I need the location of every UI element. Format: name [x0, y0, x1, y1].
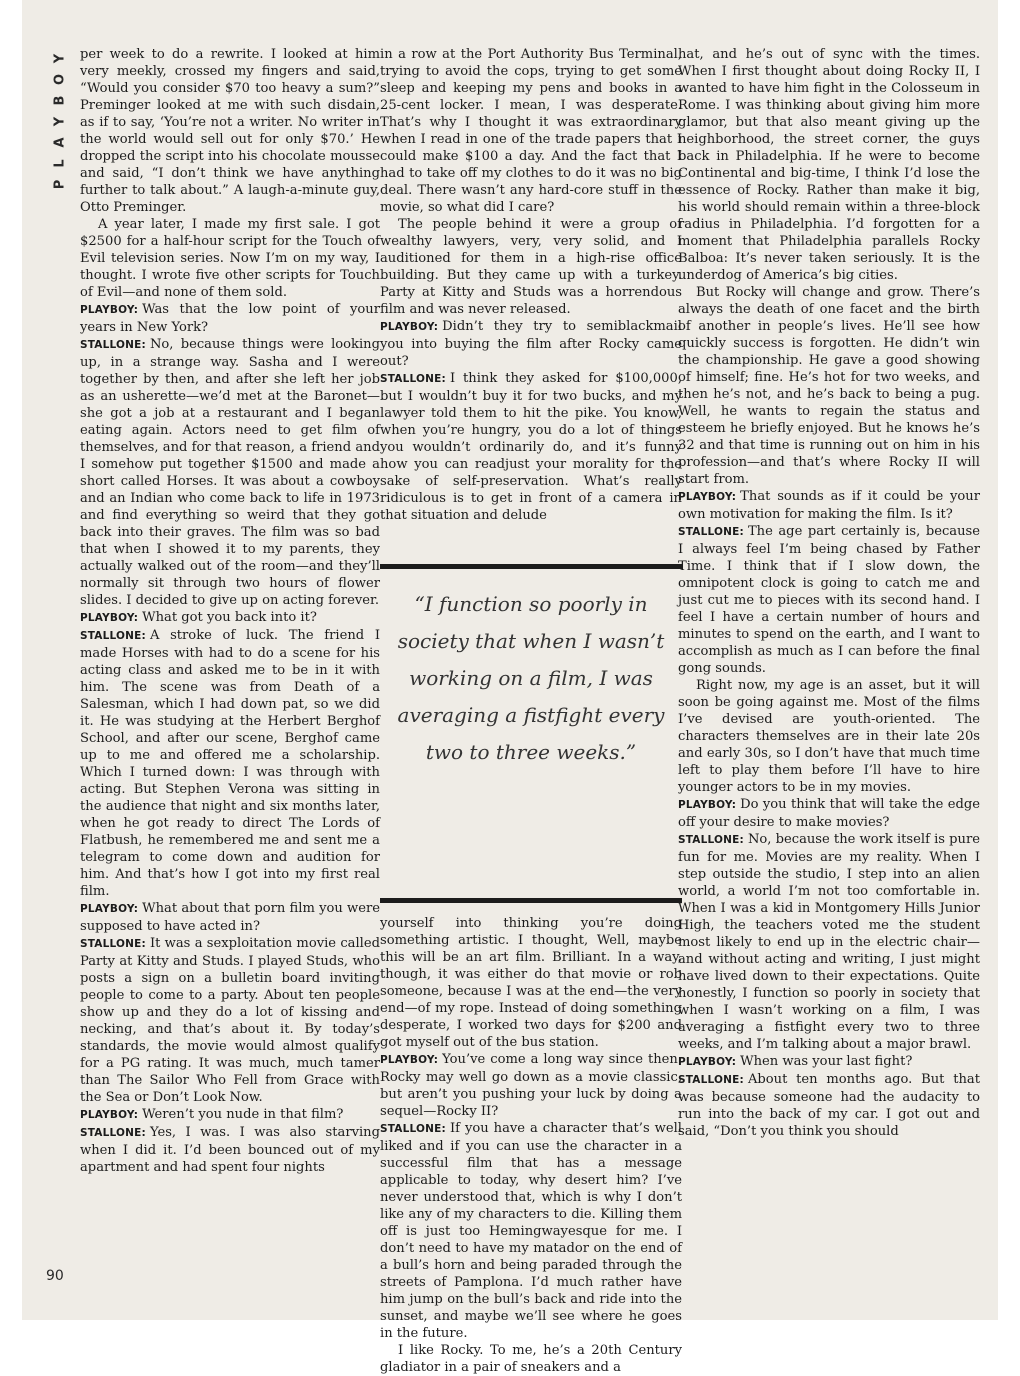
magazine-page	[22, 0, 998, 1375]
paragraph	[80, 1106, 380, 1124]
paragraph	[380, 915, 682, 1051]
page-number: 90	[46, 1268, 64, 1284]
paragraph	[678, 523, 980, 677]
paragraph	[80, 935, 380, 1106]
paragraph	[80, 336, 380, 609]
speaker-label-playboy: PLAYBOY:	[380, 1054, 439, 1066]
paragraph	[678, 284, 980, 488]
speaker-label-playboy: PLAYBOY:	[678, 1056, 737, 1068]
text-column-2-top	[380, 46, 682, 524]
paragraph-text: If you have a character that’s well liked and if you can use the character in a successful film that has a message applicable to today, why desert him? I’ve never understood that, which is why I don’t like any of my characters to die. Killing them off is just too Hemingwayesque for me. I don’t need to have my matador on the end of a bull’s horn and being paraded through the streets of Pamplona. I’d much rather have him jump on the bull’s back and ride into the sunset, and maybe we’ll see where he goes in the future.	[380, 1121, 682, 1341]
paragraph	[80, 627, 380, 900]
paragraph-text: per week to do a rewrite. I looked at him very meekly, crossed my fingers and said, “Would you consider $70 too heavy a sum?” Preminger looked at me with such disdain, as if to say, ‘You’re not a writer. No writer in the world would sell out for only $70.’ He dropped the script into his chocolate mousse and said, “I don’t think we have anything further to talk about.” A laugh-a-minute guy, Otto Preminger.	[80, 47, 380, 215]
paragraph	[80, 900, 380, 935]
paragraph	[678, 1053, 980, 1071]
paragraph-text: Do you think that will take the edge off your desire to make movies?	[678, 797, 980, 830]
paragraph-text: A stroke of luck. The friend I made Horses with had to do a scene for his acting class and asked me to be in it with him. The scene was from Death of a Salesman, which I had down pat, so we did it. He was studying at the Herbert Berghof School, and after our scene, Berghof came up to me and offered me a scholarship. Which I turned down: I was through with acting. But Stephen Verona was sitting in the audience that night and six months later, when he got ready to direct The Lords of Flatbush, he remembered me and sent me a telegram to come down and audition for him. And that’s how I got into my first real film.	[80, 628, 380, 899]
speaker-label-playboy: PLAYBOY:	[80, 903, 139, 915]
paragraph	[80, 46, 380, 216]
paragraph	[380, 1051, 682, 1120]
paragraph-text: yourself into thinking you’re doing something artistic. I thought, Well, maybe this will be an art film. Brilliant. In a way, though, it was either do that movie or rob someone, because I was at the end—the very end—of my rope. Instead of doing something desperate, I worked two days for $200 and got myself out of the bus station.	[380, 916, 682, 1050]
speaker-label-stallone: STALLONE:	[678, 526, 744, 538]
speaker-label-playboy: PLAYBOY:	[80, 304, 139, 316]
paragraph-text: When was your last fight?	[740, 1054, 913, 1069]
paragraph	[678, 831, 980, 1053]
paragraph-text: About ten months ago. But that was because someone had the audacity to run into the back of my car. I got out and said, “Don’t you think you should	[678, 1072, 980, 1139]
speaker-label-playboy: PLAYBOY:	[678, 491, 737, 503]
paragraph-text: What got you back into it?	[142, 610, 317, 625]
paragraph-text: That sounds as if it could be your own motivation for making the film. Is it?	[678, 489, 980, 522]
paragraph	[678, 677, 980, 796]
paragraph-text: Yes, I was. I was also starving when I did it. I’d been bounced out of my apartment and had spent four nights	[80, 1125, 380, 1175]
text-column-2-bottom	[380, 915, 682, 1376]
pull-quote-top-rule	[380, 564, 682, 569]
magazine-masthead: P L A Y B O Y	[52, 53, 68, 190]
speaker-label-stallone: STALLONE:	[380, 1123, 446, 1135]
speaker-label-stallone: STALLONE:	[678, 1074, 744, 1086]
paragraph-text: A year later, I made my first sale. I got $2500 for a half-hour script for the Touch of Evil television series. Now I’m on my way, I thought. I wrote five other scripts for Touch of Evil—and none of them sold.	[80, 217, 380, 300]
speaker-label-stallone: STALLONE:	[380, 373, 446, 385]
paragraph-text: Right now, my age is an asset, but it will soon be going against me. Most of the films I’ve devised are youth-oriented. The characters themselves are in their late 20s and early 30s, so I don’t have that much time left to play them before I’ll have to hire younger actors to be in my movies.	[678, 678, 980, 795]
paragraph-text: Weren’t you nude in that film?	[142, 1107, 344, 1122]
paragraph	[380, 370, 682, 524]
paragraph-text: I like Rocky. To me, he’s a 20th Century gladiator in a pair of sneakers and a	[380, 1343, 682, 1375]
paragraph-text: hat, and he’s out of sync with the times. When I first thought about doing Rocky II, I wanted to have him fight in the Colosseum in Rome. I was thinking about giving him more glamor, but that also meant giving up the neighborhood, the street corner, the guys back in Philadelphia. If he were to become Continental and big-time, I think I’d lose the essence of Rocky. Rather than make it big, his world should remain within a three-block radius in Philadelphia. I’d forgotten for a moment that Philadelphia parallels Rocky Balboa: It’s never taken seriously. It is the underdog of America’s big cities.	[678, 47, 980, 283]
paragraph-text: Didn’t they try to semiblackmail you into buying the film after Rocky came out?	[380, 319, 682, 369]
paragraph	[80, 1124, 380, 1176]
speaker-label-playboy: PLAYBOY:	[380, 321, 439, 333]
paragraph-text: What about that porn film you were supposed to have acted in?	[80, 901, 380, 934]
speaker-label-playboy: PLAYBOY:	[80, 1109, 139, 1121]
paragraph-text: The people behind it were a group of wealthy lawyers, very, very solid, and I auditioned for them in a high-rise office building. But they came up with a turkey. Party at Kitty and Studs was a horrendous film and was never released.	[380, 217, 682, 317]
paragraph	[678, 488, 980, 523]
paragraph	[678, 46, 980, 284]
speaker-label-stallone: STALLONE:	[80, 1127, 146, 1139]
paragraph	[380, 318, 682, 370]
speaker-label-playboy: PLAYBOY:	[678, 799, 737, 811]
paragraph-text: The age part certainly is, because I always feel I’m being chased by Father Time. I think that if I slow down, the omnipotent clock is going to catch me and just cut me to pieces with its second hand. I feel I have a certain number of hours and minutes to spend on the earth, and I want to accomplish as much as I can before the final gong sounds.	[678, 524, 980, 676]
pull-quote-box	[380, 564, 682, 904]
paragraph-text: No, because the work itself is pure fun for me. Movies are my reality. When I step outside the studio, I step into an alien world, a world I’m not too comfortable in. When I was a kid in Montgomery Hills Junior High, the teachers voted me the student most likely to end up in the electric chair—and without acting and writing, I just might have lived down to their expectations. Quite honestly, I function so poorly in society that when I wasn’t working on a film, I was averaging a fistfight every two to three weeks, and I’m talking about a major brawl.	[678, 832, 980, 1052]
paragraph-text: It was a sexploitation movie called Party at Kitty and Studs. I played Studs, who posts a sign on a bulletin board inviting people to come to a party. About ten people show up and they do a lot of kissing and necking, and that’s about it. By today’s standards, the movie would almost qualify for a PG rating. It was much, much tamer than The Sailor Who Fell from Grace with the Sea or Don’t Look Now.	[80, 936, 380, 1105]
text-column-1	[80, 46, 380, 1176]
speaker-label-playboy: PLAYBOY:	[80, 612, 139, 624]
paragraph-text: But Rocky will change and grow. There’s always the death of one facet and the birth of another in people’s lives. He’ll see how quickly success is forgotten. He didn’t win the championship. He gave a good showing of himself; fine. He’s hot for two weeks, and then he’s not, and he’s back to being a pug. Well, he wants to regain the status and esteem he briefly enjoyed. But he knows he’s 32 and that time is running out on him in his profession—and that’s where Rocky II will start from.	[678, 285, 980, 487]
paragraph	[678, 796, 980, 831]
paragraph	[380, 1120, 682, 1342]
paragraph-text: You’ve come a long way since then. Rocky may well go down as a movie classic, but aren’t you pushing your luck by doing a sequel—Rocky II?	[380, 1052, 682, 1119]
pull-quote-bottom-rule	[380, 898, 682, 903]
paragraph-text: I think they asked for $100,000, but I wouldn’t buy it for two bucks, and my lawyer told them to hit the pike. You know, when you’re hungry, you do a lot of things you wouldn’t ordinarily do, and it’s funny how you can readjust your morality for the sake of self-preservation. What’s really ridiculous is to get in front of a camera in that situation and delude	[380, 371, 682, 523]
paragraph-text: Was that the low point of your years in New York?	[80, 302, 380, 335]
speaker-label-stallone: STALLONE:	[80, 339, 146, 351]
paragraph	[380, 216, 682, 318]
paragraph	[380, 46, 682, 216]
paragraph	[80, 609, 380, 627]
paragraph-text: No, because things were looking up, in a strange way. Sasha and I were together by then, and after she left her job as an usherette—we’d met at the Baronet—she got a job at a restaurant and I began eating again. Actors need to get film of themselves, and for that reason, a friend and I somehow put together $1500 and made a short called Horses. It was about a cowboy and an Indian who come back to life in 1973 and find everything so weird that they go back into their graves. The film was so bad that when I showed it to my parents, they actually walked out of the room—and they’ll normally sit through two hours of flower slides. I decided to give up on acting forever.	[80, 337, 380, 608]
text-column-3	[678, 46, 980, 1140]
speaker-label-stallone: STALLONE:	[678, 834, 744, 846]
pull-quote: “I function so poorly in society that when I wasn’t working on a film, I was averaging a fistfight every two to three weeks.”	[397, 592, 665, 764]
paragraph	[80, 216, 380, 301]
paragraph	[380, 1342, 682, 1376]
speaker-label-stallone: STALLONE:	[80, 938, 146, 950]
speaker-label-stallone: STALLONE:	[80, 630, 146, 642]
paragraph-text: in a row at the Port Authority Bus Terminal, trying to avoid the cops, trying to get some sleep and keeping my pens and books in a 25-cent locker. I mean, I was desperate. That’s why I thought it was extraordinary when I read in one of the trade papers that I could make $100 a day. And the fact that I had to take off my clothes to do it was no big deal. There wasn’t any hard-core stuff in the movie, so what did I care?	[380, 47, 682, 215]
paragraph	[80, 301, 380, 336]
paragraph	[678, 1071, 980, 1140]
